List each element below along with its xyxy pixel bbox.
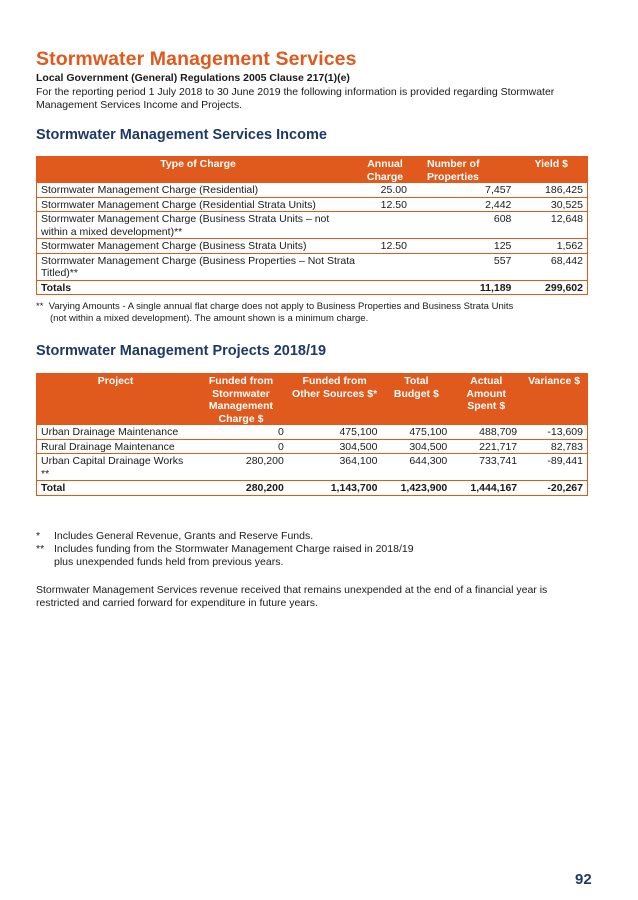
income-footnote-marker: ** bbox=[36, 301, 44, 312]
project-budget: 475,100 bbox=[381, 425, 451, 439]
page-title: Stormwater Management Services bbox=[36, 48, 357, 70]
income-type: Stormwater Management Charge (Residential) bbox=[37, 183, 360, 197]
income-footnote-line2: (not within a mixed development). The amount shown is a minimum charge. bbox=[50, 313, 369, 324]
project-other: 304,500 bbox=[288, 439, 382, 454]
projects-footnote2-marker: ** bbox=[36, 543, 45, 555]
project-smc: 0 bbox=[194, 439, 288, 454]
closing-paragraph: Stormwater Management Services revenue received that remains unexpended at the end of a financial year is restricted and carried forward for expenditure in future years. bbox=[36, 584, 548, 609]
income-type: Stormwater Management Charge (Business Strata Units – not within a mixed development)** bbox=[37, 212, 360, 239]
project-budget: 304,500 bbox=[381, 439, 451, 454]
project-smc: 280,200 bbox=[194, 454, 288, 481]
projects-footnote1: Includes General Revenue, Grants and Reserve Funds. bbox=[54, 530, 314, 542]
table-row bbox=[37, 212, 588, 239]
income-charge: 12.50 bbox=[359, 239, 411, 254]
table-row bbox=[37, 239, 588, 254]
project-other: 475,100 bbox=[288, 425, 382, 439]
income-yield: 1,562 bbox=[515, 239, 587, 254]
projects-col-other: Funded from Other Sources $* bbox=[288, 374, 382, 426]
income-header-row bbox=[37, 157, 588, 184]
projects-total-budget: 1,423,900 bbox=[381, 481, 451, 496]
table-row bbox=[37, 425, 588, 439]
project-actual: 733,741 bbox=[451, 454, 521, 481]
income-properties: 557 bbox=[411, 253, 515, 280]
income-yield: 12,648 bbox=[515, 212, 587, 239]
projects-footnote1-marker: * bbox=[36, 530, 41, 542]
project-budget: 644,300 bbox=[381, 454, 451, 481]
table-row bbox=[37, 183, 588, 197]
projects-table bbox=[36, 373, 588, 496]
income-total-row bbox=[37, 280, 588, 295]
income-col-properties: Number of Properties bbox=[411, 157, 515, 184]
income-col-yield: Yield $ bbox=[515, 157, 587, 184]
projects-total-variance: -20,267 bbox=[521, 481, 587, 496]
projects-total-other: 1,143,700 bbox=[288, 481, 382, 496]
table-row bbox=[37, 454, 588, 481]
regulation-reference: Local Government (General) Regulations 2005 Clause 217(1)(e) bbox=[36, 72, 350, 84]
income-charge bbox=[359, 253, 411, 280]
projects-footnote2-line2: plus unexpended funds held from previous years. bbox=[54, 556, 284, 568]
projects-col-project: Project bbox=[37, 374, 195, 426]
income-footnote bbox=[36, 301, 588, 325]
income-charge: 12.50 bbox=[359, 197, 411, 212]
projects-col-smc: Funded from Stormwater Management Charge $ bbox=[194, 374, 288, 426]
income-properties: 125 bbox=[411, 239, 515, 254]
income-type: Stormwater Management Charge (Business Properties – Not Strata Titled)** bbox=[37, 253, 360, 280]
project-actual: 488,709 bbox=[451, 425, 521, 439]
project-actual: 221,717 bbox=[451, 439, 521, 454]
income-properties: 2,442 bbox=[411, 197, 515, 212]
project-variance: 82,783 bbox=[521, 439, 587, 454]
income-total-charge bbox=[359, 280, 411, 295]
projects-footnotes bbox=[36, 530, 588, 569]
projects-col-variance: Variance $ bbox=[521, 374, 587, 426]
projects-footnote2-line1: Includes funding from the Stormwater Management Charge raised in 2018/19 bbox=[54, 543, 414, 555]
projects-col-actual: Actual Amount Spent $ bbox=[451, 374, 521, 426]
income-charge bbox=[359, 212, 411, 239]
projects-col-budget: Total Budget $ bbox=[381, 374, 451, 426]
income-heading: Stormwater Management Services Income bbox=[36, 127, 327, 143]
project-variance: -89,441 bbox=[521, 454, 587, 481]
income-properties: 608 bbox=[411, 212, 515, 239]
project-smc: 0 bbox=[194, 425, 288, 439]
income-type: Stormwater Management Charge (Residential Strata Units) bbox=[37, 197, 360, 212]
projects-heading: Stormwater Management Projects 2018/19 bbox=[36, 343, 327, 359]
income-col-type: Type of Charge bbox=[37, 157, 360, 184]
table-row bbox=[37, 253, 588, 280]
income-type: Stormwater Management Charge (Business Strata Units) bbox=[37, 239, 360, 254]
income-col-charge: Annual Charge bbox=[359, 157, 411, 184]
intro-paragraph: For the reporting period 1 July 2018 to 30 June 2019 the following information is provided regarding Stormwater Management Services Income and Projects. bbox=[36, 86, 555, 111]
table-row bbox=[37, 197, 588, 212]
income-yield: 68,442 bbox=[515, 253, 587, 280]
project-variance: -13,609 bbox=[521, 425, 587, 439]
income-properties: 7,457 bbox=[411, 183, 515, 197]
income-table bbox=[36, 156, 588, 295]
projects-total-label: Total bbox=[37, 481, 195, 496]
table-row bbox=[37, 439, 588, 454]
income-total-label: Totals bbox=[37, 280, 360, 295]
income-footnote-line1: Varying Amounts - A single annual flat charge does not apply to Business Properties and Business Strata Units bbox=[48, 301, 514, 312]
income-yield: 30,525 bbox=[515, 197, 587, 212]
project-other: 364,100 bbox=[288, 454, 382, 481]
project-name: Urban Capital Drainage Works ** bbox=[37, 454, 195, 481]
page-number: 92 bbox=[575, 871, 592, 888]
projects-total-row bbox=[37, 481, 588, 496]
income-yield: 186,425 bbox=[515, 183, 587, 197]
project-name: Rural Drainage Maintenance bbox=[37, 439, 195, 454]
income-charge: 25.00 bbox=[359, 183, 411, 197]
income-total-yield: 299,602 bbox=[515, 280, 587, 295]
projects-total-smc: 280,200 bbox=[194, 481, 288, 496]
project-name: Urban Drainage Maintenance bbox=[37, 425, 195, 439]
projects-header-row bbox=[37, 374, 588, 426]
income-total-properties: 11,189 bbox=[411, 280, 515, 295]
projects-total-actual: 1,444,167 bbox=[451, 481, 521, 496]
